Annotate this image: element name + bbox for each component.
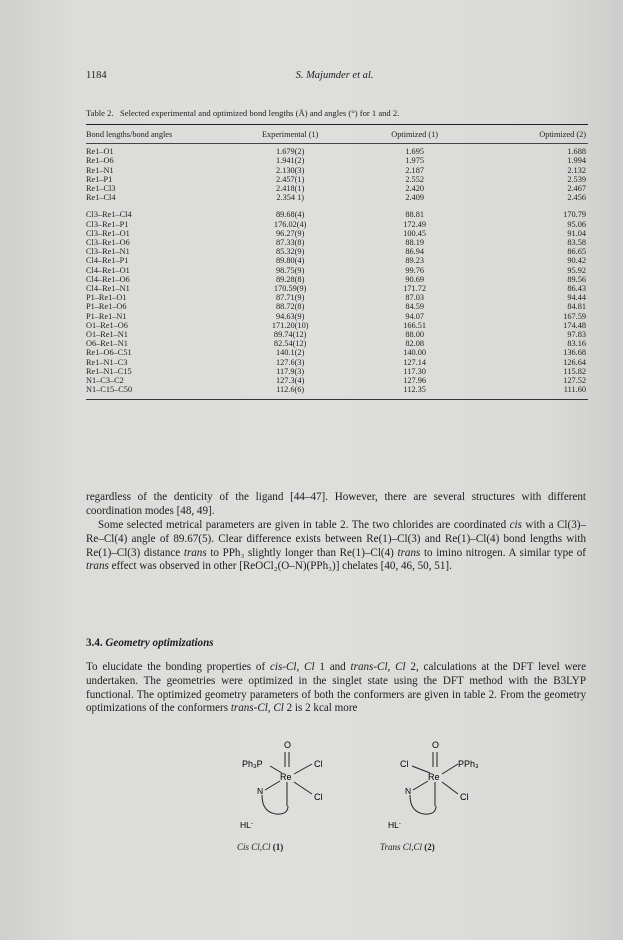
text-run: to PPh₃ slightly longer than Re(1)–Cl(4) xyxy=(206,546,398,559)
value-cell: 88.00 xyxy=(405,330,424,340)
table-header-row xyxy=(86,125,588,144)
trans-caption-text: Trans Cl,Cl xyxy=(380,842,423,852)
value-cell: 96.27(9) xyxy=(276,228,305,238)
trans-oxo-label: O xyxy=(432,740,440,750)
value-cell: 127.3(4) xyxy=(276,376,305,386)
bond-label-cell: Re1–N1–C3 xyxy=(86,357,128,367)
text-run: with a Cl(3)–Re–Cl(4) angle of 89.67(5). Clear difference exists between Re(1)–Cl(3) and Re(1)–Cl(4) bond lengths with Re(1)–Cl(3) distance xyxy=(86,519,586,559)
value-cell: 87.03 xyxy=(405,293,424,303)
table-row xyxy=(86,339,588,348)
value-cell: 90.69 xyxy=(405,274,424,284)
value-cell: 126.64 xyxy=(563,357,586,367)
value-cell: 2.457(1) xyxy=(276,174,305,184)
value-cell: 83.58 xyxy=(567,238,586,248)
value-cell: 2.467 xyxy=(567,184,586,194)
value-cell: 117.30 xyxy=(403,366,426,376)
value-cell: 170.79 xyxy=(563,210,586,220)
value-cell: 88.72(8) xyxy=(276,302,305,312)
value-cell: 89.56 xyxy=(567,274,586,284)
value-cell: 94.07 xyxy=(405,311,424,321)
text-run-italic: trans xyxy=(397,546,421,559)
trans-chloride-label: Cl xyxy=(400,759,409,769)
table-row xyxy=(86,247,588,256)
text-run: 2, calculations at the DFT level were undertaken. The geometries were optimized in the singlet state using the DFT method with the B3LYP functional. The optimized geometry parameters of both the conformers are given in table 2. From the geometry optimizations of the conformers xyxy=(86,661,587,715)
cis-bond xyxy=(294,764,312,774)
trans-caption xyxy=(380,842,435,852)
cis-caption-number: (1) xyxy=(272,842,284,852)
table-row xyxy=(86,293,588,302)
value-cell: 2.420 xyxy=(405,184,424,194)
text-run-italic: trans-Cl, Cl xyxy=(350,661,406,673)
column-header: Experimental (1) xyxy=(235,125,345,144)
running-title: S. Majumder et al. xyxy=(295,70,374,81)
value-cell: 87.33(8) xyxy=(276,238,305,248)
value-cell: 2.354 1) xyxy=(276,193,304,203)
bond-label-cell: Re1–N1 xyxy=(86,165,114,175)
value-cell: 115.82 xyxy=(563,366,586,376)
bond-label-cell: Cl3–Re1–N1 xyxy=(86,247,130,257)
trans-caption-number: (2) xyxy=(424,842,435,852)
text-run-italic: trans xyxy=(183,546,207,559)
table-row xyxy=(86,330,588,339)
value-cell: 99.76 xyxy=(405,265,424,275)
bond-label-cell: Re1–O6 xyxy=(86,156,114,166)
value-cell: 112.35 xyxy=(345,385,484,400)
value-cell: 89.74(12) xyxy=(273,330,307,340)
cis-bond xyxy=(265,781,280,790)
cis-structure xyxy=(240,740,323,830)
value-cell: 2.539 xyxy=(567,174,586,184)
value-cell: 95.92 xyxy=(567,265,586,275)
table-row xyxy=(86,175,588,184)
paragraph-metrical-parameters xyxy=(86,519,586,574)
cis-caption-text: Cis Cl,Cl xyxy=(237,842,271,852)
text-run: Some selected metrical parameters are given in table 2. The two chlorides are coordinated xyxy=(98,519,510,531)
text-run: to imino nitrogen. A similar type of xyxy=(420,546,586,559)
bond-label-cell: Re1–O1 xyxy=(86,147,114,157)
bond-label-cell: O1–Re1–N1 xyxy=(86,330,128,340)
trans-phosphine-label: PPh₃ xyxy=(458,759,479,769)
value-cell: 97.83 xyxy=(567,330,586,340)
value-cell: 1.975 xyxy=(405,156,424,166)
trans-ligand-label: HL- xyxy=(388,820,401,830)
value-cell: 171.72 xyxy=(403,284,427,294)
table-row xyxy=(86,266,588,275)
value-cell: 2.456 xyxy=(567,193,586,203)
table-row xyxy=(86,210,588,219)
bond-label-cell: Cl4–Re1–N1 xyxy=(86,284,130,294)
bond-label-cell: P1–Re1–O1 xyxy=(86,293,127,303)
bond-label-cell: Re1–Cl4 xyxy=(86,193,116,203)
value-cell: 83.16 xyxy=(567,339,586,349)
value-cell: 86.65 xyxy=(567,247,586,257)
value-cell: 136.68 xyxy=(563,348,586,358)
trans-structure xyxy=(388,740,479,830)
value-cell: 86.43 xyxy=(567,284,586,294)
text-run-italic: trans-Cl, Cl xyxy=(230,702,284,715)
table-row xyxy=(86,321,588,330)
value-cell: 2.552 xyxy=(405,174,424,184)
trans-bond xyxy=(442,764,458,774)
table-row xyxy=(86,312,588,321)
value-cell: 166.51 xyxy=(403,320,427,330)
value-cell: 2.409 xyxy=(405,193,424,203)
table-group-gap xyxy=(86,202,588,210)
value-cell: 1.994 xyxy=(567,156,586,166)
cis-chloride-label: Cl xyxy=(314,759,323,769)
text-run: effect was observed in other [ReOCl₂(O–N)(PPh₃)] chelates [40, 46, 50, 51]. xyxy=(108,560,452,573)
value-cell: 140.00 xyxy=(403,348,427,358)
table-caption-label: Table 2. xyxy=(86,108,114,118)
value-cell: 88.19 xyxy=(405,238,424,248)
value-cell: 111.60 xyxy=(484,385,588,400)
bond-label-cell: P1–Re1–N1 xyxy=(86,311,127,321)
section-heading xyxy=(86,637,214,649)
trans-chloride2-label: Cl xyxy=(460,792,469,802)
table-row xyxy=(86,184,588,193)
value-cell: 2.132 xyxy=(567,165,586,175)
value-cell: 88.81 xyxy=(405,210,424,220)
value-cell: 117.9(3) xyxy=(276,366,305,376)
text-run: 2 is 2 kcal more xyxy=(283,702,358,715)
cis-oxo-label: O xyxy=(284,740,292,750)
value-cell: 98.75(9) xyxy=(276,265,305,275)
cis-bond xyxy=(294,782,312,794)
bond-label-cell: O6–Re1–N1 xyxy=(86,339,128,349)
bond-label-cell: Cl3–Re1–O6 xyxy=(86,238,130,248)
value-cell: 2.130(3) xyxy=(276,165,305,175)
value-cell: 171.20(10) xyxy=(271,320,309,330)
value-cell: 95.06 xyxy=(567,219,586,229)
cis-chloride2-label: Cl xyxy=(314,792,323,802)
text-run-italic: cis-Cl, Cl xyxy=(269,661,315,673)
value-cell: 89.68(4) xyxy=(276,210,305,220)
bond-label-cell: N1–C15–C50 xyxy=(86,385,235,400)
text-run-italic: trans xyxy=(86,560,109,573)
table-row xyxy=(86,220,588,229)
value-cell: 167.59 xyxy=(563,311,586,321)
trans-bond xyxy=(413,781,428,790)
value-cell: 1.941(2) xyxy=(276,156,305,166)
bond-label-cell: Cl3–Re1–P1 xyxy=(86,219,129,229)
table-row xyxy=(86,238,588,247)
table-row xyxy=(86,376,588,385)
value-cell: 85.32(9) xyxy=(276,247,305,257)
table-row xyxy=(86,348,588,357)
bond-label-cell: Re1–Cl3 xyxy=(86,184,116,194)
table-row xyxy=(86,385,588,400)
column-header: Optimized (2) xyxy=(484,125,588,144)
value-cell: 170.59(9) xyxy=(273,284,307,294)
value-cell: 127.6(3) xyxy=(276,357,305,367)
value-cell: 100.45 xyxy=(403,228,427,238)
structure-scheme xyxy=(232,740,522,890)
trans-metal-label: Re xyxy=(428,772,440,782)
trans-nitrogen-label: N xyxy=(405,786,412,796)
table-row xyxy=(86,166,588,175)
value-cell: 86.94 xyxy=(405,247,424,257)
table-caption xyxy=(86,108,586,119)
cis-ligand-label: HL- xyxy=(240,820,253,830)
table-row xyxy=(86,367,588,376)
table-row xyxy=(86,144,588,157)
table-row xyxy=(86,275,588,284)
value-cell: 84.59 xyxy=(405,302,424,312)
bond-label-cell: Cl3–Re1–O1 xyxy=(86,228,130,238)
table-row xyxy=(86,193,588,202)
value-cell: 127.52 xyxy=(563,376,586,386)
value-cell: 89.28(8) xyxy=(276,274,305,284)
running-header xyxy=(86,70,583,84)
text-run: 1 and xyxy=(314,661,351,673)
value-cell: 2.187 xyxy=(405,165,424,175)
value-cell: 2.418(1) xyxy=(276,184,305,194)
text-run-italic: cis xyxy=(509,519,522,531)
value-cell: 1.679(2) xyxy=(276,147,305,157)
section-title: Geometry optimizations xyxy=(105,637,214,649)
bond-label-cell: O1–Re1–O6 xyxy=(86,320,128,330)
value-cell: 94.63(9) xyxy=(276,311,305,321)
table-caption-text: Selected experimental and optimized bond lengths (Å) and angles (°) for 1 and 2. xyxy=(120,108,400,118)
table-row xyxy=(86,358,588,367)
table-row xyxy=(86,284,588,293)
cis-nitrogen-label: N xyxy=(257,786,264,796)
value-cell: 82.54(12) xyxy=(273,339,307,349)
section-number: 3.4. xyxy=(86,637,103,649)
value-cell: 89.23 xyxy=(405,256,424,266)
table-row xyxy=(86,256,588,265)
bond-label-cell: N1–C3–C2 xyxy=(86,376,124,386)
trans-chelate-ring xyxy=(410,795,436,814)
value-cell: 127.14 xyxy=(403,357,427,367)
bond-label-cell: Cl3–Re1–Cl4 xyxy=(86,210,132,220)
bond-table xyxy=(86,124,588,400)
bond-label-cell: P1–Re1–O6 xyxy=(86,302,127,312)
column-header: Optimized (1) xyxy=(345,125,484,144)
value-cell: 176.02(4) xyxy=(273,219,307,229)
page-number: 1184 xyxy=(86,70,107,81)
cis-chelate-ring xyxy=(262,795,288,814)
bond-label-cell: Cl4–Re1–O1 xyxy=(86,265,130,275)
value-cell: 140.1(2) xyxy=(276,348,305,358)
text-run: To elucidate the bonding properties of xyxy=(86,661,270,673)
value-cell: 82.08 xyxy=(405,339,424,349)
table-body xyxy=(86,144,588,400)
cis-metal-label: Re xyxy=(280,772,292,782)
value-cell: 89.80(4) xyxy=(276,256,305,266)
column-header: Bond lengths/bond angles xyxy=(86,125,235,144)
bond-label-cell: Re1–P1 xyxy=(86,174,113,184)
value-cell: 174.48 xyxy=(563,320,586,330)
value-cell: 1.688 xyxy=(567,147,586,157)
trans-bond xyxy=(442,782,458,794)
paragraph-continuation: regardless of the denticity of the ligand [44–47]. However, there are several structures with different coordination modes [48, 49]. xyxy=(86,491,586,517)
value-cell: 127.96 xyxy=(403,376,427,386)
bond-label-cell: Cl4–Re1–O6 xyxy=(86,274,130,284)
table-row xyxy=(86,156,588,165)
value-cell: 1.695 xyxy=(405,147,424,157)
bond-label-cell: Re1–O6–C51 xyxy=(86,348,132,358)
value-cell: 90.42 xyxy=(567,256,586,266)
value-cell: 112.6(6) xyxy=(235,385,345,400)
bond-label-cell: Cl4–Re1–P1 xyxy=(86,256,129,266)
cis-phosphine-label: Ph₃P xyxy=(242,759,263,769)
value-cell: 172.49 xyxy=(403,219,427,229)
paragraph-geometry xyxy=(86,661,586,716)
value-cell: 94.44 xyxy=(567,293,586,303)
value-cell: 84.81 xyxy=(567,302,586,312)
bond-label-cell: Re1–N1–C15 xyxy=(86,366,132,376)
table-row xyxy=(86,229,588,238)
table-row xyxy=(86,302,588,311)
cis-caption xyxy=(237,842,283,852)
value-cell: 91.04 xyxy=(567,228,586,238)
value-cell: 87.71(9) xyxy=(276,293,305,303)
